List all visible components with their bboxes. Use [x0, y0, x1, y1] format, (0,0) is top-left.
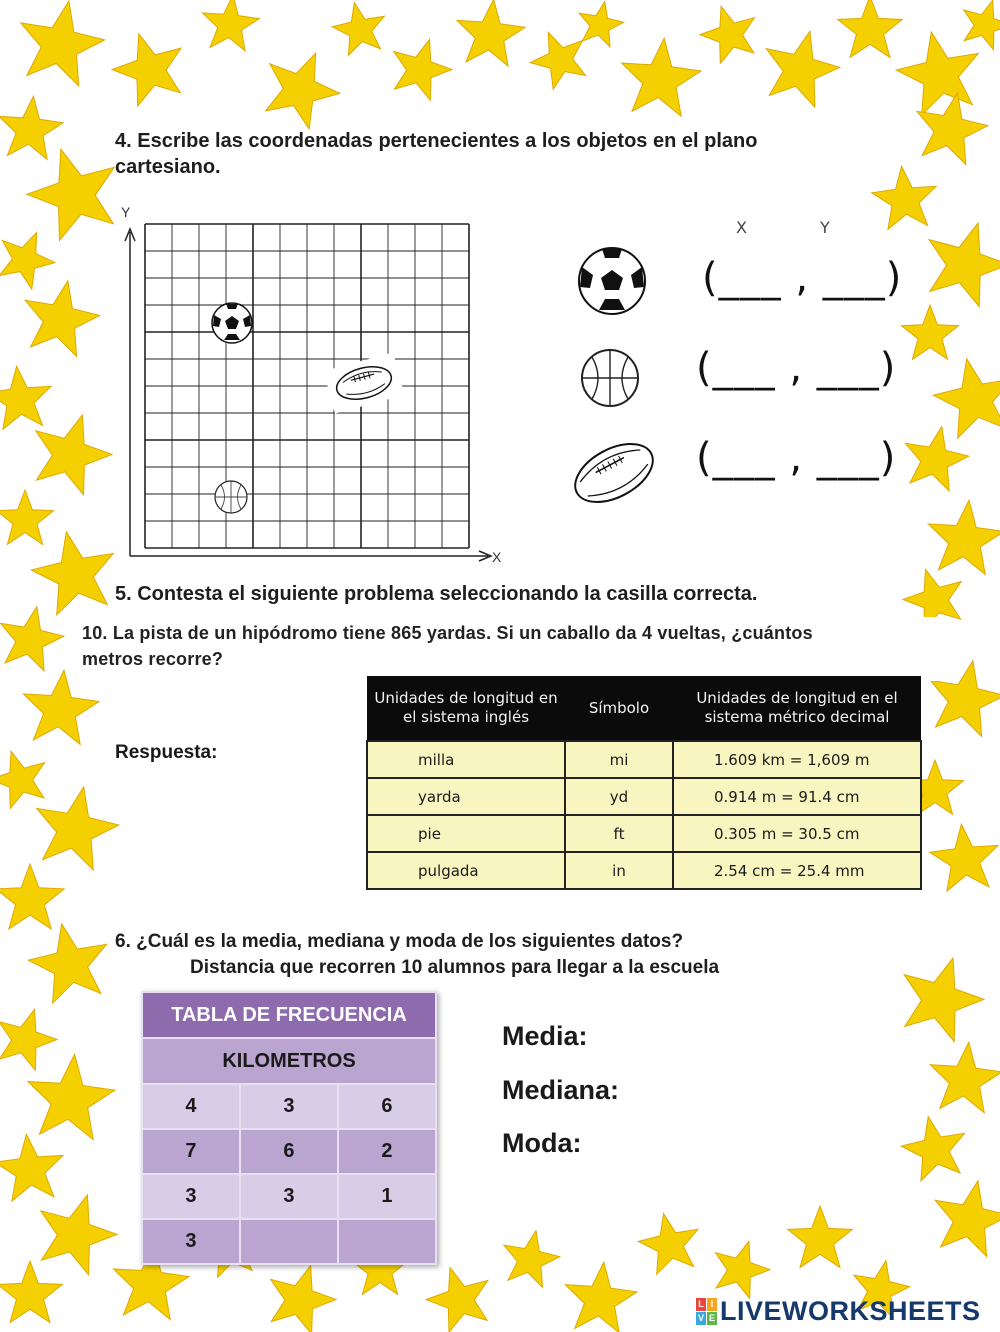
units-table-header — [367, 676, 921, 741]
star-icon — [28, 924, 106, 1003]
table-row — [142, 1084, 436, 1129]
header-metric-units: Unidades de longitud en el sistema métrico decimal — [673, 676, 921, 741]
table-cell: 3 — [240, 1174, 338, 1219]
header-english-units: Unidades de longitud en el sistema inglés — [367, 676, 565, 741]
question-4-title — [115, 128, 895, 180]
media-label: Media: — [502, 1021, 588, 1051]
question-4-title-line2: cartesiano. — [115, 156, 221, 178]
table-cell: 2 — [338, 1129, 436, 1174]
cell-unit: yarda — [367, 778, 565, 815]
table-cell: 1 — [338, 1174, 436, 1219]
star-icon — [21, 1, 105, 86]
question-6-subtitle: Distancia que recorren 10 alumnos para llegar a la escuela — [190, 957, 720, 978]
star-icon — [929, 223, 1000, 307]
cell-symbol: mi — [565, 741, 673, 778]
star-icon — [41, 1195, 117, 1275]
football-icon — [324, 352, 405, 413]
star-icon — [933, 359, 1000, 438]
table-row — [367, 852, 921, 889]
soccer-ball-icon — [212, 303, 252, 343]
frequency-table-subtitle: KILOMETROS — [142, 1038, 436, 1084]
star-icon — [579, 2, 624, 47]
star-icon — [0, 607, 63, 671]
star-icon — [271, 1266, 336, 1332]
star-icon — [0, 366, 51, 429]
star-icon — [394, 39, 452, 100]
cell-unit: pie — [367, 815, 565, 852]
table-cell: 6 — [240, 1129, 338, 1174]
answer-blank-football[interactable]: (___ , ___) — [696, 435, 897, 481]
star-icon — [904, 958, 984, 1042]
star-icon — [622, 38, 701, 116]
question-6-title: 6. ¿Cuál es la media, mediana y moda de los siguientes datos? — [115, 931, 684, 952]
star-icon — [203, 0, 260, 51]
table-cell: 7 — [142, 1129, 240, 1174]
coordinate-grid — [145, 224, 469, 548]
star-icon — [0, 490, 54, 544]
star-icon — [25, 281, 100, 357]
star-icon — [565, 1262, 637, 1332]
table-cell — [338, 1219, 436, 1264]
liveworksheets-logo[interactable] — [696, 1296, 996, 1328]
basketball-icon — [582, 350, 638, 406]
table-row — [367, 741, 921, 778]
cell-conversion: 2.54 cm = 25.4 mm — [673, 852, 921, 889]
header-symbol: Símbolo — [565, 676, 673, 741]
star-icon — [788, 1206, 853, 1268]
star-icon — [37, 787, 119, 870]
logo-badge-icon: L I V E — [697, 1299, 715, 1323]
table-cell: 3 — [142, 1174, 240, 1219]
star-icon — [964, 0, 1000, 49]
table-row — [142, 1174, 436, 1219]
logo-text: LIVEWORKSHEETS — [720, 1296, 981, 1326]
star-icon — [901, 1117, 964, 1181]
cell-symbol: yd — [565, 778, 673, 815]
frequency-table-title: TABLA DE FRECUENCIA — [142, 992, 436, 1038]
column-label-x: X — [736, 218, 747, 237]
cell-symbol: ft — [565, 815, 673, 852]
table-cell: 6 — [338, 1084, 436, 1129]
answer-label: Respuesta: — [115, 742, 218, 763]
star-icon — [266, 53, 340, 129]
star-icon — [0, 232, 55, 289]
table-row — [367, 815, 921, 852]
football-icon — [570, 432, 662, 514]
star-icon — [0, 1134, 63, 1201]
x-axis-label: X — [492, 549, 502, 565]
star-icon — [31, 532, 113, 615]
cartesian-plane — [108, 198, 508, 570]
star-icon — [935, 1181, 1000, 1257]
object-legend — [570, 240, 670, 520]
star-icon — [36, 415, 112, 495]
mediana-label: Mediana: — [502, 1075, 620, 1105]
cell-symbol: in — [565, 852, 673, 889]
star-icon — [0, 96, 63, 159]
problem-line2: metros recorre? — [82, 649, 224, 669]
table-cell: 3 — [142, 1219, 240, 1264]
column-label-y: Y — [820, 218, 830, 237]
cell-conversion: 0.305 m = 30.5 cm — [673, 815, 921, 852]
star-icon — [838, 0, 903, 58]
frequency-table — [141, 991, 437, 1265]
table-cell — [240, 1219, 338, 1264]
star-icon — [28, 1054, 115, 1140]
answer-blank-soccer[interactable]: (___ , ___) — [702, 255, 903, 301]
table-row — [367, 778, 921, 815]
y-axis-label: Y — [121, 204, 131, 220]
star-icon — [930, 1042, 1000, 1113]
star-icon — [700, 6, 755, 63]
star-icon — [0, 864, 64, 929]
cell-unit: milla — [367, 741, 565, 778]
star-icon — [27, 149, 114, 240]
star-icon — [23, 670, 99, 744]
cell-unit: pulgada — [367, 852, 565, 889]
star-icon — [902, 305, 959, 359]
star-icon — [638, 1214, 698, 1275]
question-4-title-line1: 4. Escribe las coordenadas pertenecientes a los objetos en el plano — [115, 130, 758, 152]
star-icon — [530, 32, 586, 89]
star-icon — [716, 1241, 771, 1298]
basketball-icon — [215, 481, 247, 513]
star-icon — [928, 500, 1000, 574]
star-icon — [0, 1009, 57, 1070]
problem-line1: 10. La pista de un hipódromo tiene 865 yardas. Si un caballo da 4 vueltas, ¿cuántos — [82, 623, 813, 643]
units-table — [366, 676, 922, 890]
star-icon — [504, 1231, 560, 1288]
soccer-ball-icon — [579, 248, 645, 314]
star-icon — [112, 34, 181, 106]
star-icon — [896, 32, 978, 115]
table-row — [142, 1219, 436, 1264]
star-icon — [0, 1261, 62, 1323]
star-icon — [930, 824, 998, 891]
table-cell: 4 — [142, 1084, 240, 1129]
question-5-title: 5. Contesta el siguiente problema seleccionando la casilla correcta. — [115, 583, 758, 605]
cell-conversion: 1.609 km = 1,609 m — [673, 741, 921, 778]
table-row — [142, 1129, 436, 1174]
moda-label: Moda: — [502, 1128, 582, 1158]
answer-blank-basketball[interactable]: (___ , ___) — [696, 345, 897, 391]
star-icon — [426, 1268, 488, 1332]
star-icon — [457, 0, 525, 66]
star-icon — [0, 751, 45, 808]
table-cell: 3 — [240, 1084, 338, 1129]
star-icon — [332, 3, 384, 56]
problem-box — [68, 617, 948, 681]
cell-conversion: 0.914 m = 91.4 cm — [673, 778, 921, 815]
star-icon — [766, 31, 840, 107]
